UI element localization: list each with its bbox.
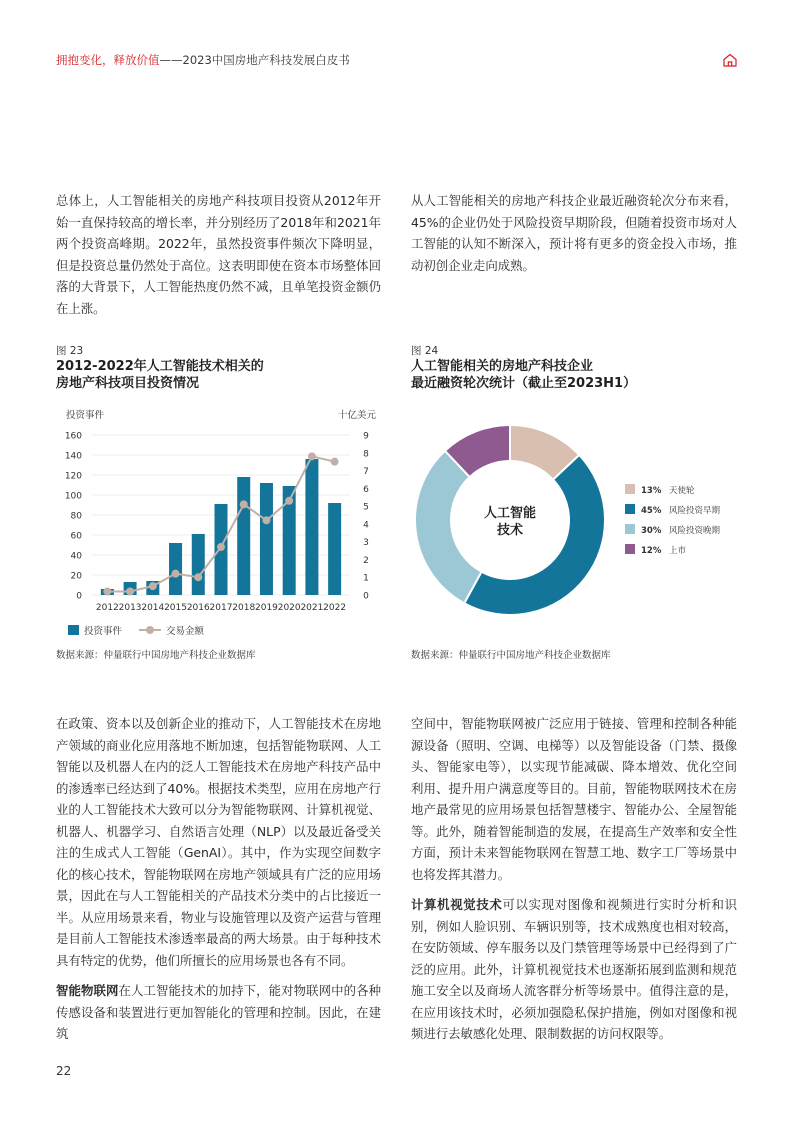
intro-right-paragraph: 从人工智能相关的房地产科技企业最近融资轮次分布来看，45%的企业仍处于风险投资早期阶段，但随着投资市场对人工智能的认知不断深入，预计将有更多的资金投入市场，推动初创企业走向成熟。 <box>411 193 737 273</box>
figure-24-label: 图 24 <box>411 345 439 357</box>
body-right-paragraph-1: 空间中，智能物联网被广泛应用于链接、管理和控制各种能源设备（照明、空调、电梯等）以及智能设备（门禁、摄像头、智能家电等），以实现节能减碳、降本增效、优化空间利用、提升用户满意度等目的。目前，智能物联网技术在房地产最常见的应用场景包括智慧楼宇、智能办公、全屋智能等。此外，随着智能制造的发展，在提高生产效率和安全性方面，预计未来智能物联网在智慧工地、数字工厂等场景中也将发挥其潜力。 <box>411 716 737 882</box>
body-left-paragraph-1: 在政策、资本以及创新企业的推动下，人工智能技术在房地产领域的商业化应用落地不断加速，包括智能物联网、人工智能以及机器人在内的泛人工智能技术在房地产科技产品中的渗透率已经达到了40%。根据技术类型，应用在房地产行业的人工智能技术大致可以分为智能物联网、计算机视觉、机器人、机器学习、自然语言处理（NLP）以及最近备受关注的生成式人工智能（GenAI）。其中，作为实现空间数字化的核心技术，智能物联网在房地产领域具有广泛的应用场景，因此在与人工智能相关的产品技术分类中的占比接近一半。从应用场景来看，物业与设施管理以及资产运营与管理是目前人工智能技术渗透率最高的两大场景。由于每种技术具有特定的优势，他们所擅长的应用场景也各有不同。 <box>56 716 381 968</box>
lead-term-cv: 计算机视觉技术 <box>411 897 503 912</box>
header-title-accent: 拥抱变化，释放价值 <box>56 53 160 67</box>
header-title-rest: ——2023中国房地产科技发展白皮书 <box>159 53 350 67</box>
figure-24-title-line1: 人工智能相关的房地产科技企业 <box>411 359 594 374</box>
figure-23-chart <box>56 404 386 640</box>
legend-percent: 12% <box>641 546 662 556</box>
legend-label: 风险投资早期 <box>669 506 721 516</box>
left-tick-label: 0 <box>76 591 82 602</box>
bar <box>169 543 182 595</box>
bar <box>192 534 205 595</box>
x-tick-label: 2013 <box>118 603 142 613</box>
left-tick-label: 40 <box>70 551 82 562</box>
figure-23-label: 图 23 <box>56 345 84 357</box>
figure-23-title-line2: 房地产科技项目投资情况 <box>56 376 200 391</box>
left-tick-label: 120 <box>64 471 82 482</box>
line-point <box>240 500 248 508</box>
right-tick-label: 9 <box>363 431 369 442</box>
legend-swatch <box>625 544 635 554</box>
legend-label: 天使轮 <box>669 486 695 496</box>
body-right-column <box>411 713 737 1045</box>
line-point <box>217 543 225 551</box>
legend-percent: 13% <box>641 486 662 496</box>
legend-label: 上市 <box>669 546 687 556</box>
x-tick-label: 2014 <box>141 603 165 613</box>
figure-23-title-line1: 2012-2022年人工智能技术相关的 <box>56 359 264 374</box>
page-number: 22 <box>56 1064 72 1078</box>
line-point <box>172 570 180 578</box>
x-tick-label: 2018 <box>232 603 256 613</box>
lead-term-iot: 智能物联网 <box>56 983 119 998</box>
left-tick-label: 60 <box>70 531 82 542</box>
legend-line-label: 交易金额 <box>166 626 205 637</box>
home-icon[interactable] <box>722 52 738 68</box>
right-tick-label: 1 <box>363 573 369 584</box>
x-tick-label: 2016 <box>186 603 210 613</box>
bar-series <box>101 459 341 595</box>
line-point <box>103 587 111 595</box>
legend-bar-swatch <box>68 625 79 635</box>
body-left-paragraph-2 <box>56 980 381 1045</box>
body-right-paragraph-2-text: 可以实现对图像和视频进行实时分析和识别，例如人脸识别、车辆识别等，技术成熟度也相对较高，在安防领域、停车服务以及门禁管理等场景中已经得到了广泛的应用。此外，计算机视觉技术也逐渐拓展到监测和规范施工安全以及商场人流客群分析等场景中。值得注意的是，在应用该技术时，必须加强隐私保护措施，例如对图像和视频进行去敏感化处理、限制数据的访问权限等。 <box>411 897 738 1041</box>
line-point <box>308 452 316 460</box>
x-tick-label: 2021 <box>300 603 324 613</box>
right-tick-label: 4 <box>363 520 369 531</box>
figure-24-source: 数据来源：仲量联行中国房地产科技企业数据库 <box>411 650 611 661</box>
intro-left-paragraph: 总体上，人工智能相关的房地产科技项目投资从2012年开始一直保持较高的增长率，并分别经历了2018年和2021年两个投资高峰期。2022年，虽然投资事件频次下降明显，但是投资总量仍然处于高位。这表明即使在资本市场整体回落的大背景下，人工智能热度仍然不减，且单笔投资金额仍在上涨。 <box>56 193 381 316</box>
right-tick-label: 6 <box>363 484 369 495</box>
left-tick-label: 140 <box>64 451 82 462</box>
legend-swatch <box>625 504 635 514</box>
legend-label: 风险投资晚期 <box>669 526 721 536</box>
bar <box>260 483 273 595</box>
legend-swatch <box>625 524 635 534</box>
x-tick-label: 2022 <box>323 603 347 613</box>
x-tick-label: 2015 <box>164 603 187 613</box>
figure-23-source: 数据来源：仲量联行中国房地产科技企业数据库 <box>56 650 256 661</box>
right-tick-label: 0 <box>363 591 369 602</box>
line-point <box>331 458 339 466</box>
figure-24-title-line2: 最近融资轮次统计（截止至2023H1） <box>411 376 637 391</box>
figure-24-chart <box>411 414 741 624</box>
x-tick-label: 2017 <box>209 603 233 613</box>
right-axis-title: 十亿美元 <box>337 410 376 421</box>
body-left-paragraph-2-text: 在人工智能技术的加持下，能对物联网中的各种传感设备和装置进行更加智能化的管理和控制。因此，在建筑 <box>56 983 382 1041</box>
line-point <box>126 587 134 595</box>
left-tick-label: 100 <box>64 491 82 502</box>
legend-bar-label: 投资事件 <box>84 626 123 637</box>
right-tick-label: 7 <box>363 467 369 478</box>
x-tick-label: 2020 <box>277 603 301 613</box>
left-axis-title: 投资事件 <box>66 410 105 421</box>
donut-center-line2: 技术 <box>496 523 524 538</box>
left-tick-label: 80 <box>70 511 82 522</box>
right-tick-label: 2 <box>363 555 369 566</box>
home-icon-graphic <box>722 52 738 68</box>
body-left-column <box>56 713 381 1045</box>
intro-left-column <box>56 190 381 319</box>
donut-slice <box>464 455 605 615</box>
legend-swatch <box>625 484 635 494</box>
x-tick-label: 2019 <box>255 603 278 613</box>
line-point <box>149 582 157 590</box>
right-tick-label: 8 <box>363 449 369 460</box>
donut-legend <box>625 484 721 556</box>
bar <box>305 459 318 595</box>
figure-23-heading <box>56 344 386 392</box>
running-header <box>56 52 350 68</box>
left-tick-label: 160 <box>64 431 82 442</box>
intro-right-column <box>411 190 737 276</box>
right-tick-label: 5 <box>363 502 369 513</box>
left-tick-label: 20 <box>70 571 82 582</box>
bar <box>237 477 250 595</box>
line-point <box>194 573 202 581</box>
figure-24-heading <box>411 344 741 392</box>
legend-percent: 45% <box>641 506 662 516</box>
legend-percent: 30% <box>641 526 662 536</box>
chart-legend <box>68 625 205 637</box>
line-point <box>285 497 293 505</box>
legend-line-marker <box>146 626 154 634</box>
donut-center-line1: 人工智能 <box>483 506 537 521</box>
line-point <box>262 516 270 524</box>
body-right-paragraph-2 <box>411 894 737 1045</box>
x-tick-label: 2012 <box>95 603 119 613</box>
right-tick-label: 3 <box>363 538 369 549</box>
bar <box>328 503 341 595</box>
